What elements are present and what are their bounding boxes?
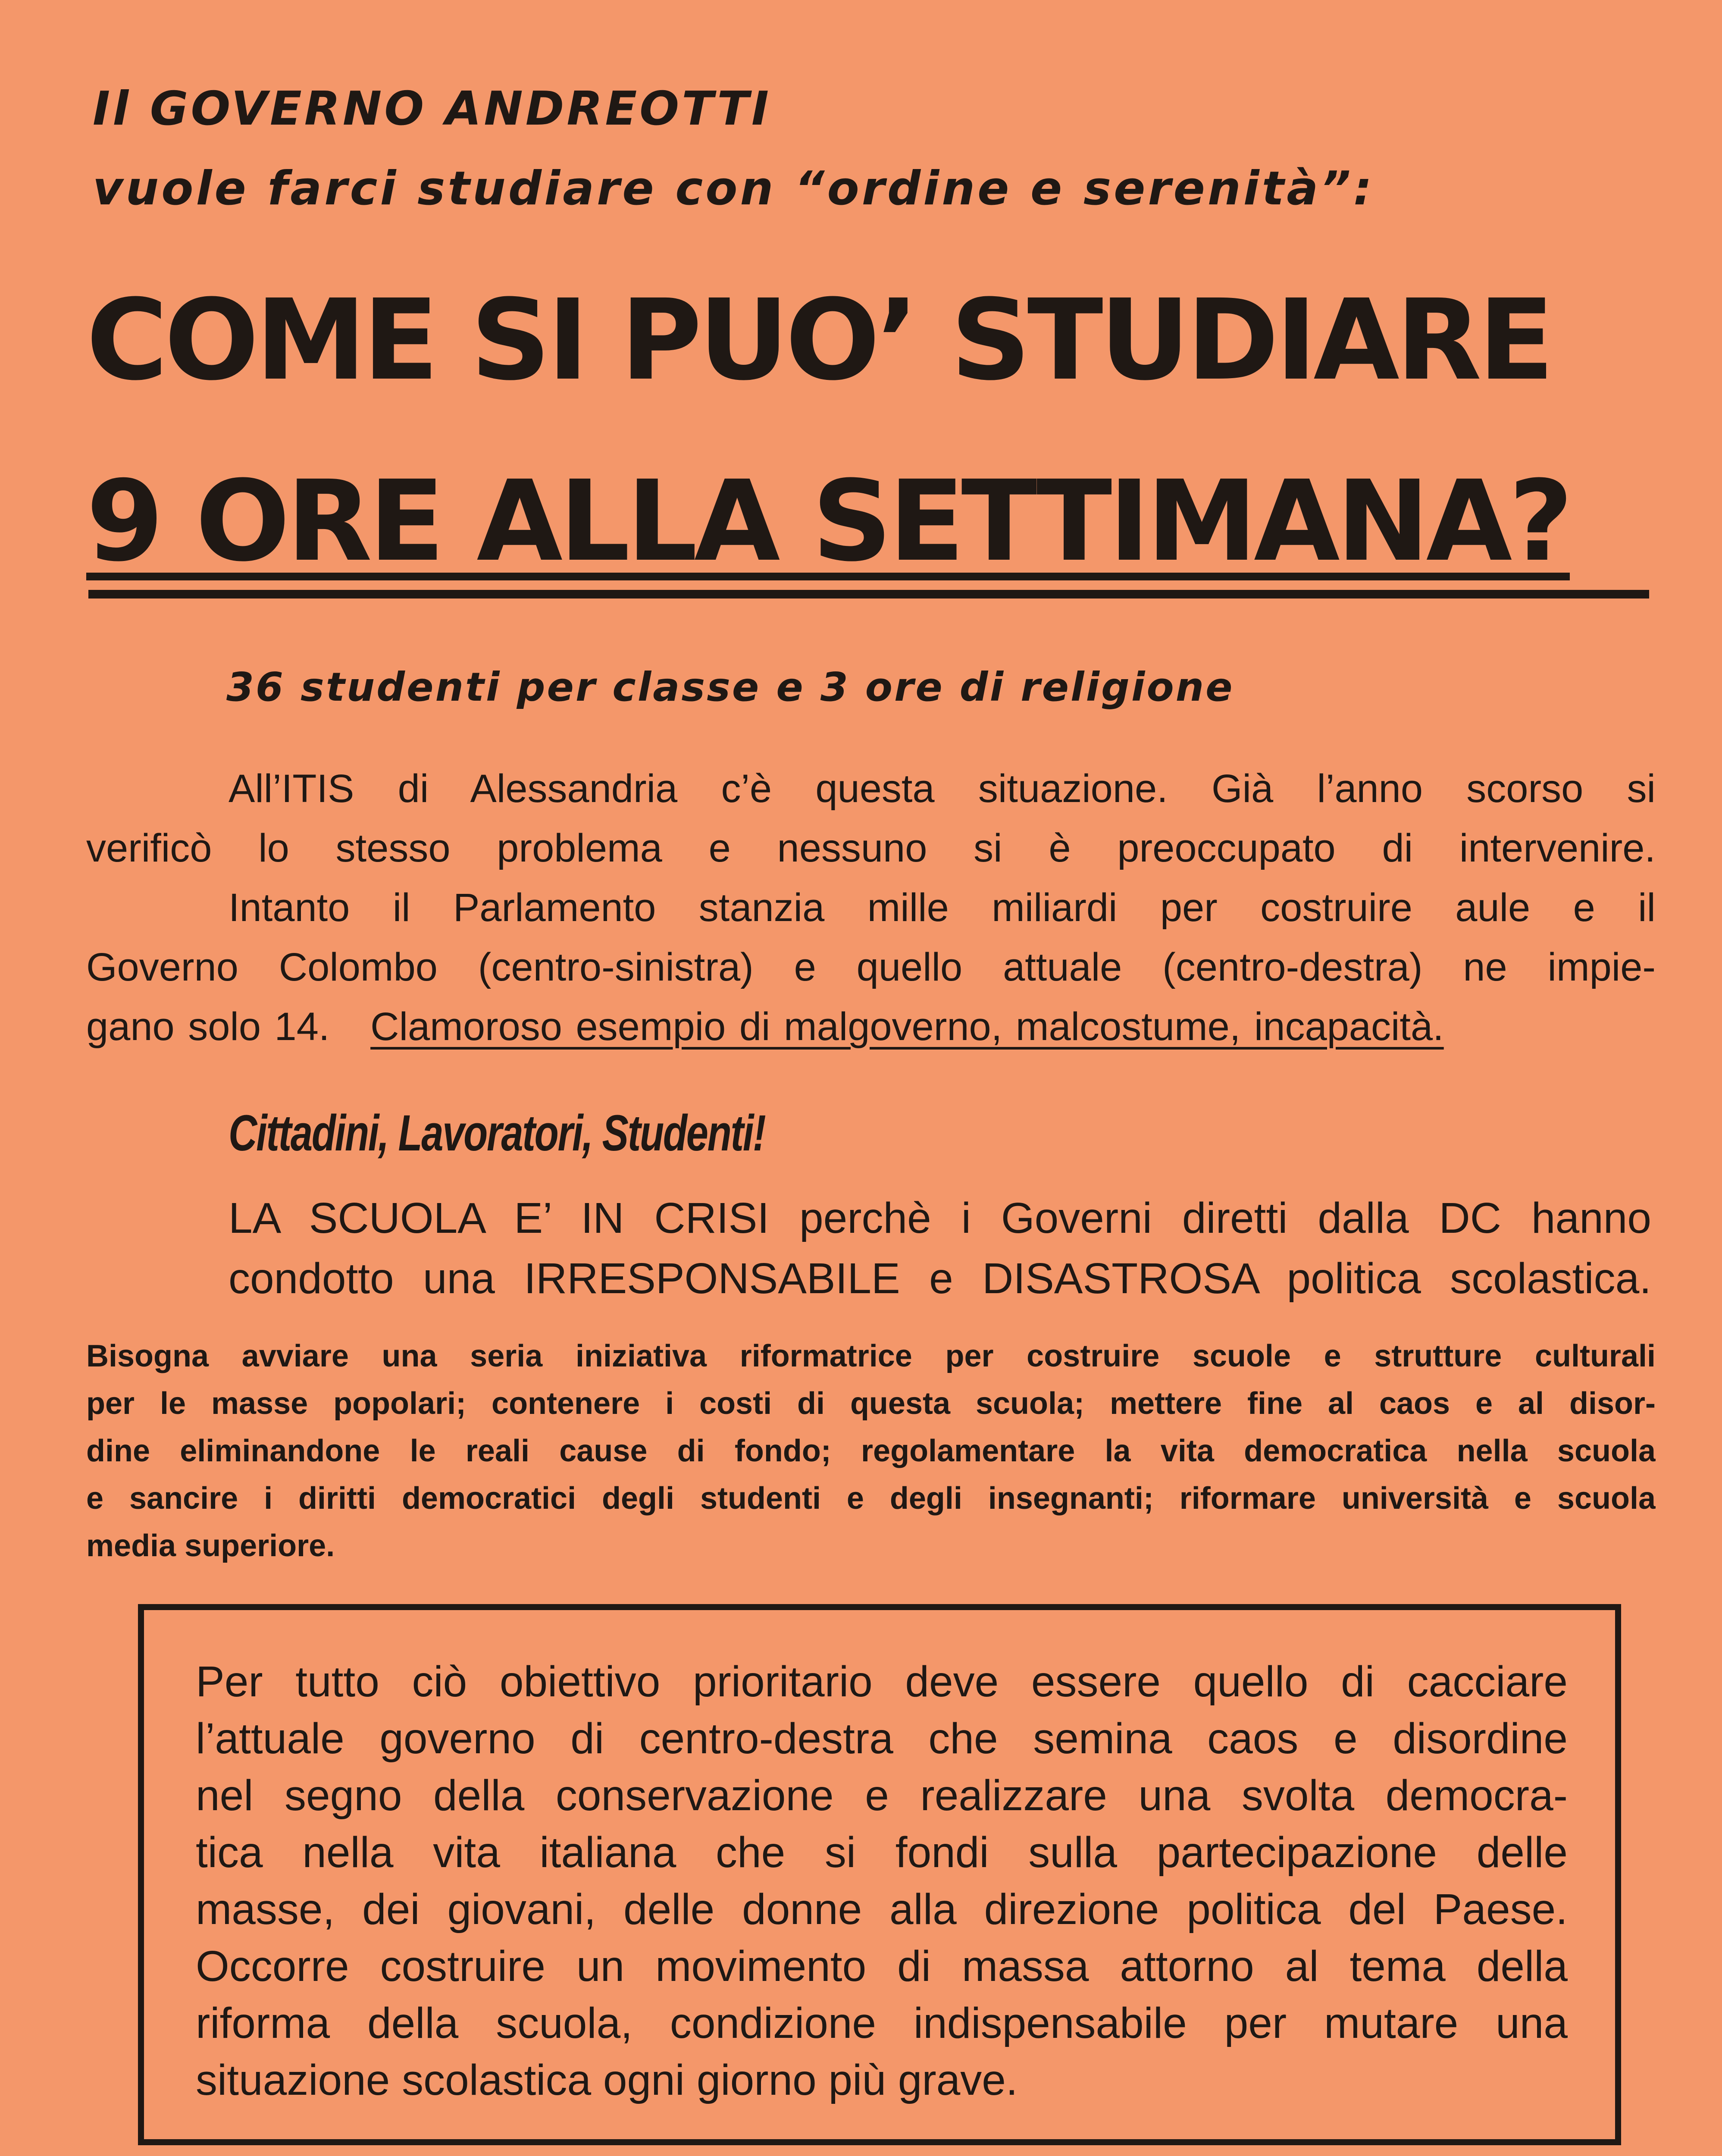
program-line: e sancire i diritti democratici degli studenti e degli insegnanti; riformare università e scuola xyxy=(86,1481,1656,1516)
objective-line: l’attuale governo di centro-destra che semina caos e disordine xyxy=(196,1714,1568,1763)
subhead: 36 studenti per classe e 3 ore di religione xyxy=(226,664,1234,710)
crisis-line: LA SCUOLA E’ IN CRISI perchè i Governi diretti dalla DC hanno xyxy=(229,1194,1651,1242)
objective-line: situazione scolastica ogni giorno più grave. xyxy=(196,2056,1018,2104)
header-divider xyxy=(88,590,1649,599)
crisis-paragraph xyxy=(229,1188,1651,1309)
intro-line: Intanto il Parlamento stanzia mille miliardi per costruire aule e il xyxy=(229,886,1656,930)
objective-line: Per tutto ciò obiettivo prioritario deve essere quello di cacciare xyxy=(196,1658,1568,1706)
intro-line: verificò lo stesso problema e nessuno si è preoccupato di intervenire. xyxy=(86,826,1656,870)
crisis-line: condotto una IRRESPONSABILE e DISASTROSA politica scolastica. xyxy=(229,1254,1651,1303)
program-paragraph xyxy=(86,1332,1656,1570)
intro-emphasis: Clamoroso esempio di malgoverno, malcostume, incapacità. xyxy=(370,1005,1444,1049)
objective-box xyxy=(138,1604,1621,2145)
objective-line: riforma della scuola, condizione indispensabile per mutare una xyxy=(196,1999,1568,2047)
intro-line: Governo Colombo (centro-sinistra) e quello attuale (centro-destra) ne impie- xyxy=(86,945,1656,989)
headline-line-1: COME SI PUO’ STUDIARE xyxy=(86,276,1551,405)
objective-text xyxy=(196,1653,1568,2109)
kicker-line-2: vuole farci studiare con “ordine e serenità”: xyxy=(93,162,1375,216)
program-line: Bisogna avviare una seria iniziativa riformatrice per costruire scuole e strutture culturali xyxy=(86,1339,1656,1373)
program-line: per le masse popolari; contenere i costi di questa scuola; mettere fine al caos e al disor- xyxy=(86,1386,1656,1421)
objective-line: nel segno della conservazione e realizzare una svolta democra- xyxy=(196,1771,1568,1820)
appeal-heading: Cittadini, Lavoratori, Studenti! xyxy=(229,1105,765,1162)
intro-line: gano solo 14. Clamoroso esempio di malgoverno, malcostume, incapacità. xyxy=(86,1005,1444,1049)
kicker-line-1: Il GOVERNO ANDREOTTI xyxy=(93,82,772,136)
intro-paragraph xyxy=(86,759,1656,1056)
objective-line: masse, dei giovani, delle donne alla direzione politica del Paese. xyxy=(196,1885,1568,1934)
objective-line: Occorre costruire un movimento di massa attorno al tema della xyxy=(196,1942,1568,1990)
program-line: media superiore. xyxy=(86,1529,335,1563)
headline-line-2: 9 ORE ALLA SETTIMANA? xyxy=(86,457,1570,586)
intro-line: All’ITIS di Alessandria c’è questa situazione. Già l’anno scorso si xyxy=(229,767,1656,811)
objective-line: tica nella vita italiana che si fondi sulla partecipazione delle xyxy=(196,1828,1568,1877)
program-line: dine eliminandone le reali cause di fondo; regolamentare la vita democratica nella scuola xyxy=(86,1434,1656,1468)
